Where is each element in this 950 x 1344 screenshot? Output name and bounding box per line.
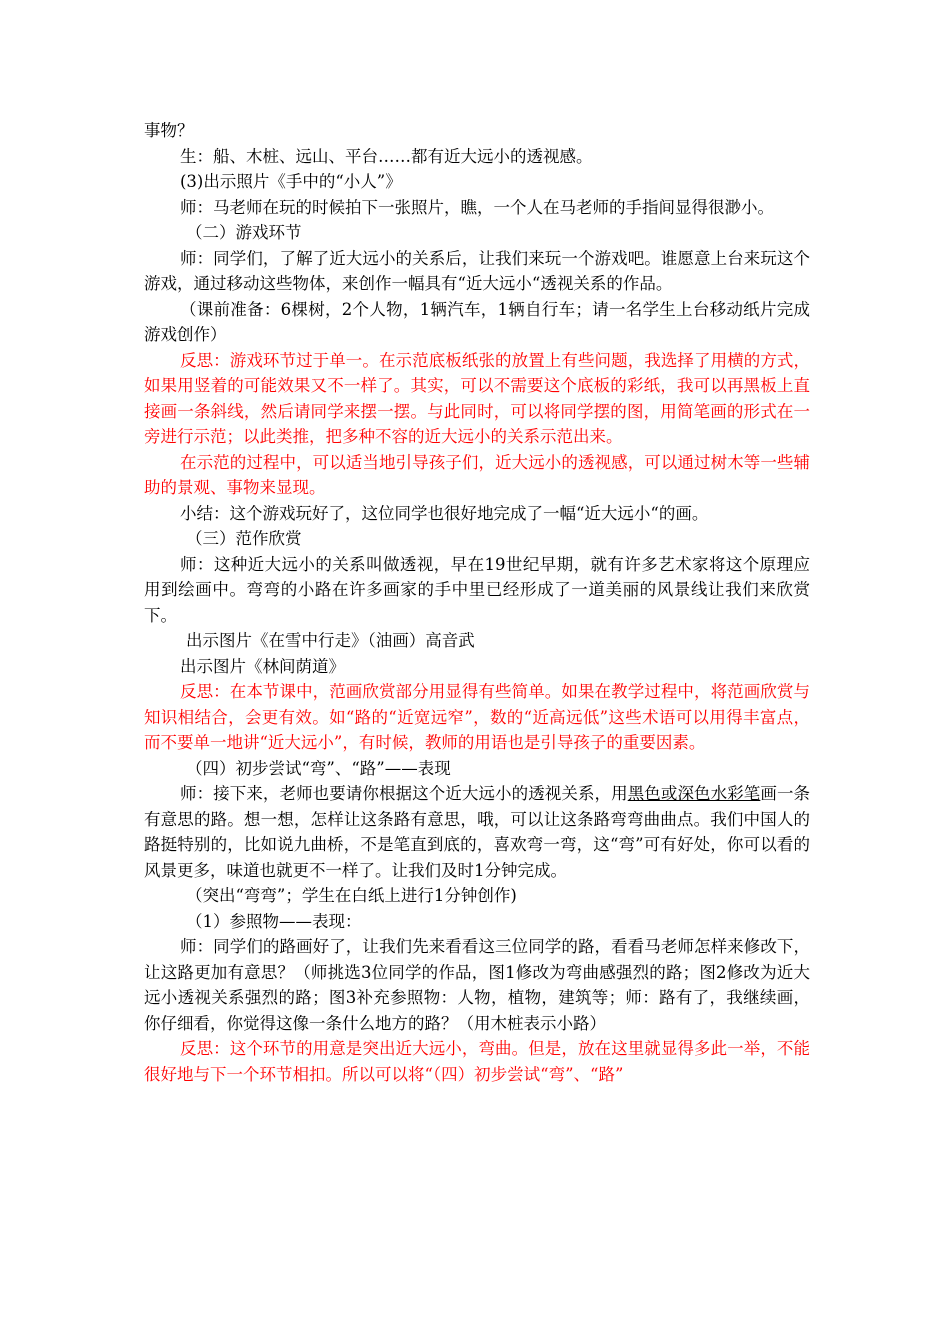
paragraph: 小结：这个游戏玩好了，这位同学也很好地完成了一幅“近大远小“的画。 (180, 503, 709, 523)
underlined-text: 黑色或深色水彩笔 (627, 784, 761, 803)
paragraph: （课前准备：6棵树，2个人物，1辆汽车，1辆自行车；请一名学生上台移动纸片完成游戏创作） (144, 299, 810, 344)
section-heading: （四）初步尝试“弯”、“路”——表现 (186, 758, 451, 778)
paragraph: 师：同学们的路画好了，让我们先来看看这三位同学的路，看看马老师怎样来修改下，让这路更加有意思？（师挑选3位同学的作品，图1修改为弯曲感强烈的路；图2修改为近大远小透视关系强烈的路；图3补充参照物：人物，植物，建筑等；师：路有了，我继续画，你仔细看，你觉得这像一条什么地方的路？（用木桩表示小路） (144, 937, 810, 1033)
paragraph (144, 781, 810, 883)
section-heading: （二）游戏环节 (186, 223, 302, 242)
reflection-paragraph: 反思：游戏环节过于单一。在示范底板纸张的放置上有些问题，我选择了用横的方式，如果用竖着的可能效果又不一样了。其实，可以不需要这个底板的彩纸，我可以再黑板上直接画一条斜线，然后请同学来摆一摆。与此同时，可以将同学摆的图，用简笔画的形式在一旁进行示范；以此类推，把多种不容的近大远小的关系示范出来。 (144, 350, 810, 446)
paragraph: 出示图片《林间荫道》 (180, 656, 345, 676)
reflection-paragraph: 反思：在本节课中，范画欣赏部分用显得有些简单。如果在教学过程中，将范画欣赏与知识相结合，会更有效。如“路的“近宽远窄”，数的“近高远低”这些术语可以用得丰富点，而不要单一地讲“近大远小”，有时候，教师的用语也是引导孩子的重要因素。 (144, 682, 810, 752)
paragraph: 师：这种近大远小的关系叫做透视，早在19世纪早期，就有许多艺术家将这个原理应用到绘画中。弯弯的小路在许多画家的手中里已经形成了一道美丽的风景线让我们来欣赏下。 (144, 554, 810, 625)
paragraph: (3)出示照片《手中的“小人”》 (180, 172, 402, 191)
document-body (144, 118, 810, 1087)
reflection-paragraph: 反思：这个环节的用意是突出近大远小，弯曲。但是，放在这里就显得多此一举，不能很好地与下一个环节相扣。所以可以将“（四）初步尝试“弯”、“路” (144, 1039, 810, 1084)
paragraph: 事物？ (144, 121, 194, 140)
paragraph: （突出“弯弯”；学生在白纸上进行1分钟创作) (186, 886, 517, 905)
reflection-paragraph: 在示范的过程中，可以适当地引导孩子们，近大远小的透视感，可以通过树木等一些辅助的景观、事物来显现。 (144, 452, 810, 497)
paragraph: 生：船、木桩、远山、平台……都有近大远小的透视感。 (180, 146, 593, 166)
paragraph: 出示图片《在雪中行走》（油画）高音武 (186, 631, 475, 650)
paragraph-text: 画一条有意思的路。想一想，怎样让这条路有意思，哦，可以让这条路弯弯曲曲点。我们中国人的路挺特别的，比如说九曲桥，不是笔直到底的，喜欢弯一弯，这“弯”可有好处，你可以看的风景更多，味道也就更不一样了。让我们及时1分钟完成。 (144, 784, 811, 880)
paragraph: 师：马老师在玩的时候拍下一张照片，瞧，一个人在马老师的手指间显得很渺小。 (180, 197, 774, 217)
paragraph-text: 师：接下来，老师也要请你根据这个近大远小的透视关系，用 (180, 784, 628, 803)
paragraph: 师：同学们，了解了近大远小的关系后，让我们来玩一个游戏吧。谁愿意上台来玩这个游戏，通过移动这些物体，来创作一幅具有“近大远小“透视关系的作品。 (144, 248, 810, 293)
section-heading: （三）范作欣赏 (186, 529, 302, 548)
subsection-heading: （1）参照物——表现： (186, 911, 362, 931)
